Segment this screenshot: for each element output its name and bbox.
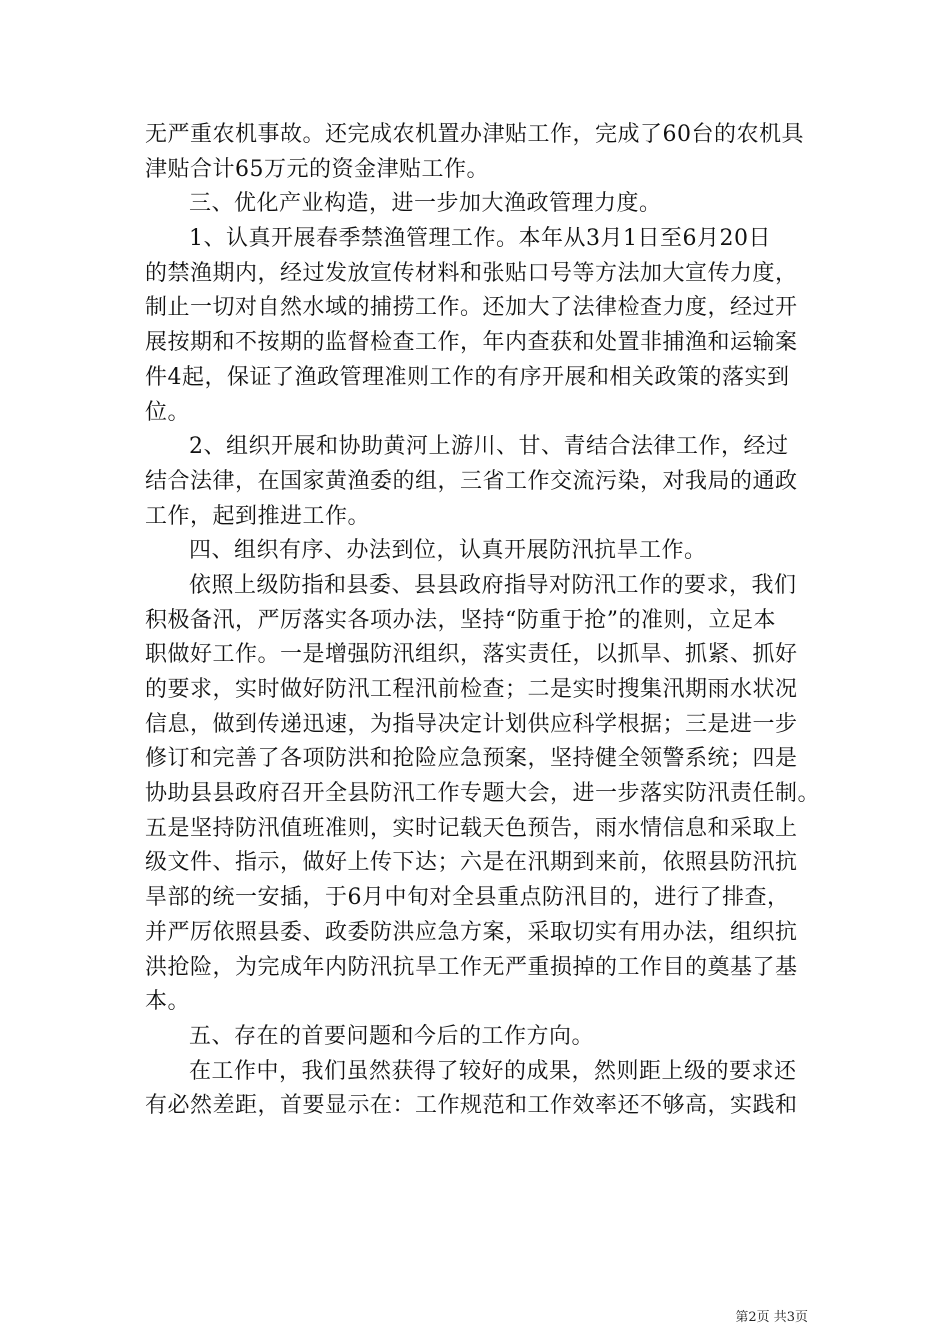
text-line: 职做好工作。一是增强防汛组织，落实责任，以抓旱、抓紧、抓好: [145, 642, 798, 668]
text-line: 1、认真开展春季禁渔管理工作。本年从3月1日至6月20日: [189, 226, 771, 252]
text-line: 五、存在的首要问题和今后的工作方向。: [189, 1023, 595, 1049]
text-line: 本。: [145, 989, 191, 1015]
text-line: 五是坚持防汛值班准则，实时记载天色预告，雨水情信息和采取上: [145, 815, 798, 841]
text-line: 信息，做到传递迅速，为指导决定计划供应科学根据；三是进一步: [145, 711, 798, 737]
text-line: 有必然差距，首要显示在：工作规范和工作效率还不够高，实践和: [145, 1093, 798, 1119]
text-line: 修订和完善了各项防洪和抢险应急预案，坚持健全领警系统；四是: [145, 746, 798, 772]
text-line: 级文件、指示，做好上传下达；六是在汛期到来前，依照县防汛抗: [145, 850, 798, 876]
text-line: 津贴合计65万元的资金津贴工作。: [145, 156, 489, 182]
text-line: 洪抢险，为完成年内防汛抗旱工作无严重损掉的工作目的奠基了基: [145, 954, 798, 980]
text-line: 旱部的统一安插，于6月中旬对全县重点防汛目的，进行了排查，: [145, 885, 790, 911]
text-line: 件4起，保证了渔政管理准则工作的有序开展和相关政策的落实到: [145, 364, 790, 390]
text-line: 积极备汛，严厉落实各项办法，坚持“防重于抢”的准则，立足本: [145, 607, 776, 633]
text-line: 位。: [145, 399, 191, 425]
text-line: 依照上级防指和县委、县县政府指导对防汛工作的要求，我们: [189, 572, 797, 598]
body-text: [145, 118, 821, 1124]
page-number: 第2页 共3页: [735, 1310, 808, 1325]
text-line: 四、组织有序、办法到位，认真开展防汛抗旱工作。: [189, 538, 707, 564]
text-line: 结合法律，在国家黄渔委的组，三省工作交流污染，对我局的通政: [145, 468, 798, 494]
text-line: 在工作中，我们虽然获得了较好的成果，然则距上级的要求还: [189, 1058, 797, 1084]
text-line: 制止一切对自然水域的捕捞工作。还加大了法律检查力度，经过开: [145, 295, 798, 321]
text-line: 协助县县政府召开全县防汛工作专题大会，进一步落实防汛责任制。: [145, 781, 821, 807]
text-line: 并严厉依照县委、政委防洪应急方案，采取切实有用办法，组织抗: [145, 919, 798, 945]
text-line: 的要求，实时做好防汛工程汛前检查；二是实时搜集汛期雨水状况: [145, 677, 798, 702]
text-line: 无严重农机事故。还完成农机置办津贴工作，完成了60台的农机具: [145, 122, 804, 147]
text-line: 工作，起到推进工作。: [145, 503, 371, 529]
text-line: 2、组织开展和协助黄河上游川、甘、青结合法律工作，经过: [189, 434, 789, 460]
text-line: 的禁渔期内，经过发放宣传材料和张贴口号等方法加大宣传力度，: [145, 260, 798, 286]
text-line: 展按期和不按期的监督检查工作，年内查获和处置非捕渔和运输案: [145, 330, 798, 356]
text-line: 三、优化产业构造，进一步加大渔政管理力度。: [189, 191, 662, 217]
